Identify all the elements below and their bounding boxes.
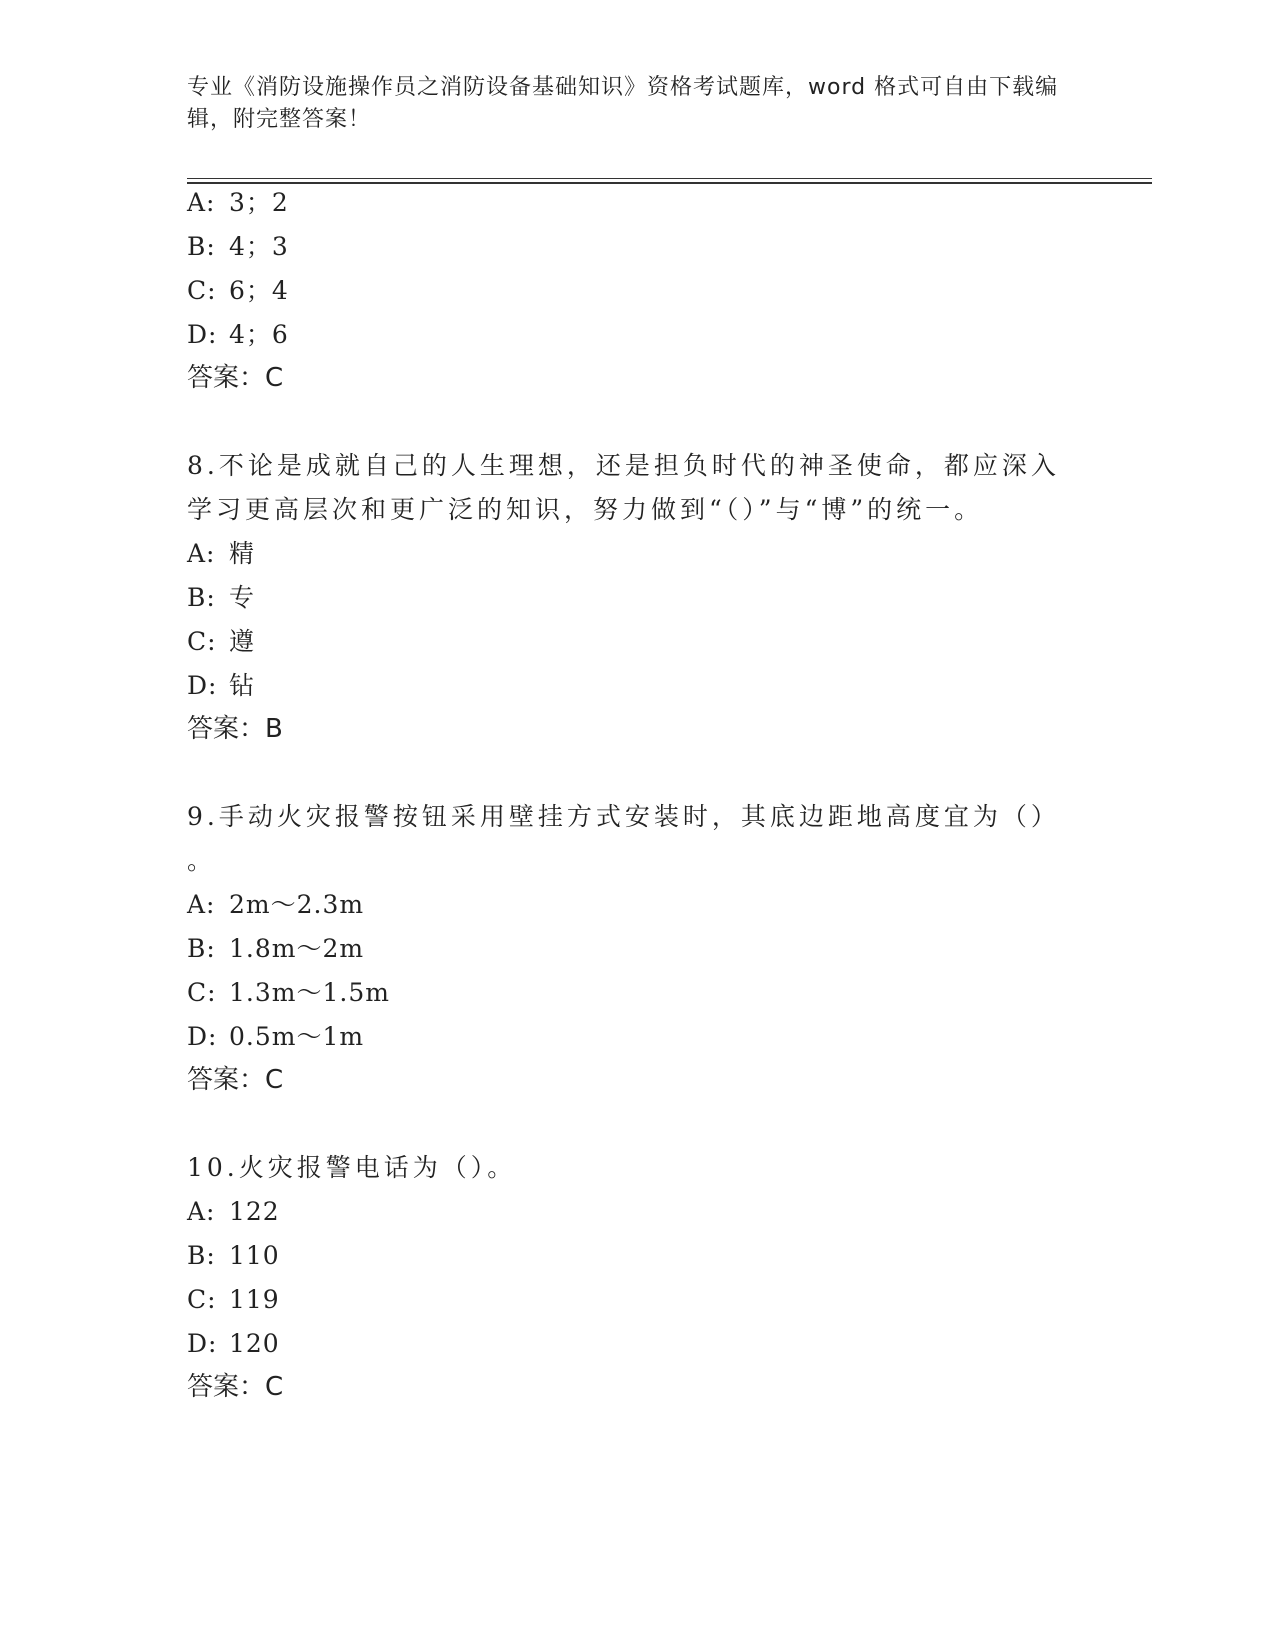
q9-option-d: D: 0.5m～1m [187, 1022, 365, 1051]
question-9-line-1: 9.手动火灾报警按钮采用壁挂方式安装时，其底边距地高度宜为（） [187, 802, 1060, 831]
q10-option-b: B: 110 [187, 1241, 280, 1270]
q8-answer: 答案：B [187, 714, 283, 744]
q10-option-a: A: 122 [187, 1197, 280, 1226]
q10-option-c: C: 119 [187, 1285, 280, 1314]
answer-line: 答案：C [187, 363, 284, 393]
header-rule-thick [187, 182, 1152, 184]
header-rule-thin [187, 178, 1152, 179]
q9-option-c: C: 1.3m～1.5m [187, 978, 390, 1007]
option-b: B: 4；3 [187, 232, 289, 261]
option-c: C: 6；4 [187, 276, 289, 305]
option-d: D: 4；6 [187, 320, 289, 349]
question-10-line-1: 10.火灾报警电话为（）。 [187, 1153, 517, 1182]
q8-option-b: B: 专 [187, 583, 256, 612]
q8-option-d: D: 钻 [187, 671, 256, 700]
q8-option-c: C: 遵 [187, 627, 256, 656]
q9-option-b: B: 1.8m～2m [187, 934, 365, 963]
option-a: A: 3；2 [187, 188, 289, 217]
q8-option-a: A: 精 [187, 539, 256, 568]
q9-answer: 答案：C [187, 1065, 284, 1095]
q10-option-d: D: 120 [187, 1329, 280, 1358]
question-9-line-2: 。 [187, 846, 217, 875]
question-8-line-1: 8.不论是成就自己的人生理想，还是担负时代的神圣使命，都应深入 [187, 451, 1060, 480]
q9-option-a: A: 2m～2.3m [187, 890, 365, 919]
document-header [187, 72, 1067, 136]
question-8-line-2: 学习更高层次和更广泛的知识，努力做到“（）”与“博”的统一。 [187, 495, 984, 524]
header-text: 专业《消防设施操作员之消防设备基础知识》资格考试题库，word 格式可自由下载编辑，附完整答案！ [187, 75, 1059, 132]
q10-answer: 答案：C [187, 1372, 284, 1402]
